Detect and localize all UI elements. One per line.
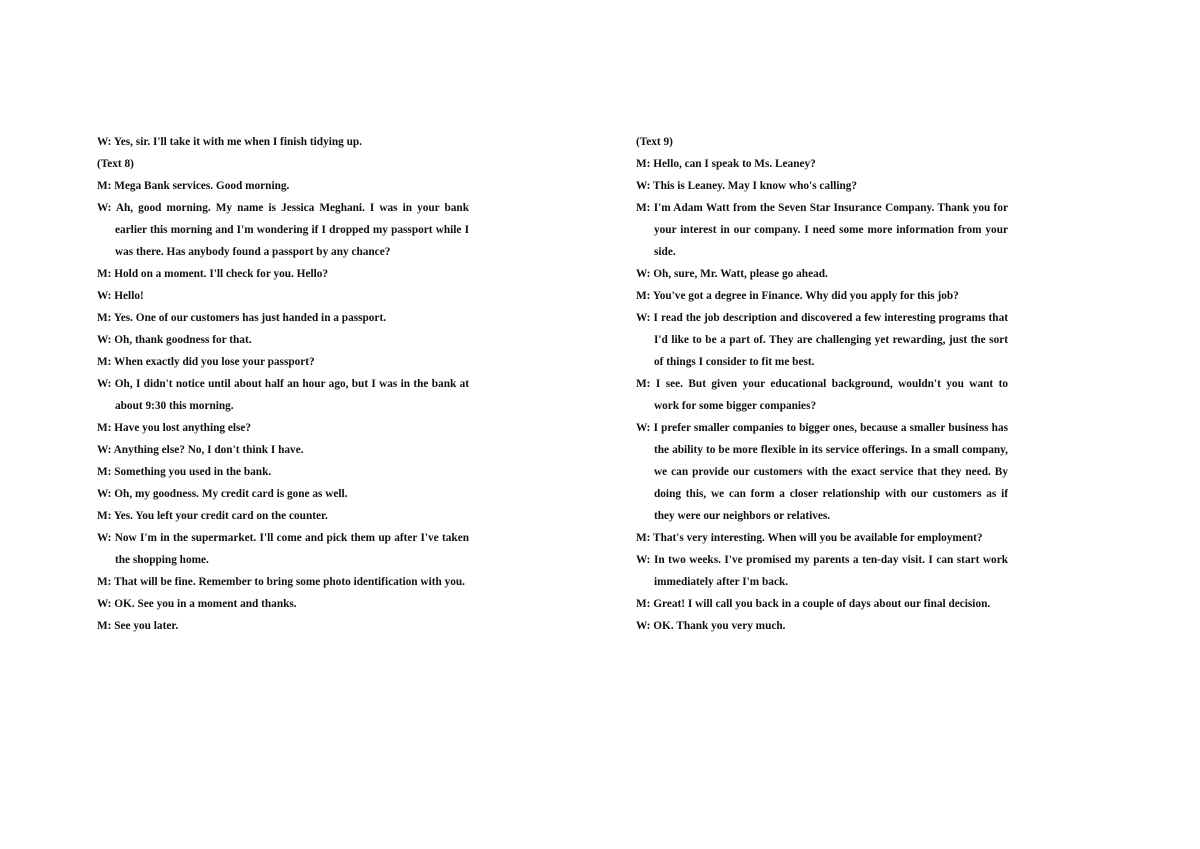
dialogue-line: the shopping home. xyxy=(115,554,209,566)
dialogue-line: W: Oh, I didn't notice until about half an hour ago, but I was in the bank at xyxy=(97,378,469,390)
dialogue-line: doing this, we can form a closer relationship with our customers as if xyxy=(654,488,1008,500)
section-heading: (Text 8) xyxy=(97,158,134,170)
dialogue-line: we can provide our customers with the exact service that they need. By xyxy=(654,466,1008,478)
dialogue-line: immediately after I'm back. xyxy=(654,576,789,588)
dialogue-line: M: Something you used in the bank. xyxy=(97,466,272,478)
dialogue-line: W: Ah, good morning. My name is Jessica Meghani. I was in your bank xyxy=(97,202,469,214)
dialogue-line: W: OK. Thank you very much. xyxy=(636,620,786,632)
section-heading: (Text 9) xyxy=(636,136,673,148)
dialogue-line: W: Anything else? No, I don't think I have. xyxy=(97,444,304,456)
dialogue-line: about 9:30 this morning. xyxy=(115,400,234,412)
dialogue-line: M: You've got a degree in Finance. Why did you apply for this job? xyxy=(636,290,959,302)
dialogue-line: M: That's very interesting. When will you be available for employment? xyxy=(636,532,983,544)
left-column xyxy=(97,131,469,637)
dialogue-line: W: I read the job description and discovered a few interesting programs that xyxy=(636,312,1008,324)
dialogue-line: M: Mega Bank services. Good morning. xyxy=(97,180,290,192)
dialogue-line: they were our neighbors or relatives. xyxy=(654,510,831,522)
dialogue-line: W: Oh, my goodness. My credit card is gone as well. xyxy=(97,488,348,500)
dialogue-line: M: Have you lost anything else? xyxy=(97,422,252,434)
dialogue-line: I'd like to be a part of. They are challenging yet rewarding, just the sort xyxy=(654,334,1008,346)
dialogue-line: W: This is Leaney. May I know who's calling? xyxy=(636,180,858,192)
dialogue-line: W: I prefer smaller companies to bigger ones, because a smaller business has xyxy=(636,422,1008,434)
dialogue-line: M: I see. But given your educational background, wouldn't you want to xyxy=(636,378,1008,390)
dialogue-line: W: Yes, sir. I'll take it with me when I finish tidying up. xyxy=(97,136,362,148)
dialogue-line: work for some bigger companies? xyxy=(654,400,817,412)
dialogue-line: M: Hold on a moment. I'll check for you. Hello? xyxy=(97,268,329,280)
dialogue-line: the ability to be more flexible in its service offerings. In a small company, xyxy=(654,444,1008,456)
dialogue-line: W: Now I'm in the supermarket. I'll come and pick them up after I've taken xyxy=(97,532,469,544)
dialogue-line: W: In two weeks. I've promised my parents a ten-day visit. I can start work xyxy=(636,554,1008,566)
dialogue-line: your interest in our company. I need some more information from your xyxy=(654,224,1008,236)
dialogue-line: M: Yes. One of our customers has just handed in a passport. xyxy=(97,312,387,324)
dialogue-line: earlier this morning and I'm wondering if I dropped my passport while I xyxy=(115,224,469,236)
dialogue-line: of things I consider to fit me best. xyxy=(654,356,815,368)
dialogue-line: M: Great! I will call you back in a couple of days about our final decision. xyxy=(636,598,991,610)
dialogue-line: W: Oh, thank goodness for that. xyxy=(97,334,252,346)
dialogue-line: M: See you later. xyxy=(97,620,179,632)
dialogue-line: side. xyxy=(654,246,676,258)
dialogue-line: W: OK. See you in a moment and thanks. xyxy=(97,598,297,610)
dialogue-line: M: That will be fine. Remember to bring some photo identification with you. xyxy=(97,576,465,588)
dialogue-line: was there. Has anybody found a passport by any chance? xyxy=(115,246,391,258)
dialogue-line: M: Yes. You left your credit card on the counter. xyxy=(97,510,328,522)
dialogue-line: W: Hello! xyxy=(97,290,144,302)
dialogue-line: M: When exactly did you lose your passport? xyxy=(97,356,315,368)
dialogue-line: W: Oh, sure, Mr. Watt, please go ahead. xyxy=(636,268,828,280)
right-column xyxy=(636,131,1008,637)
dialogue-line: M: Hello, can I speak to Ms. Leaney? xyxy=(636,158,816,170)
dialogue-line: M: I'm Adam Watt from the Seven Star Insurance Company. Thank you for xyxy=(636,202,1008,214)
